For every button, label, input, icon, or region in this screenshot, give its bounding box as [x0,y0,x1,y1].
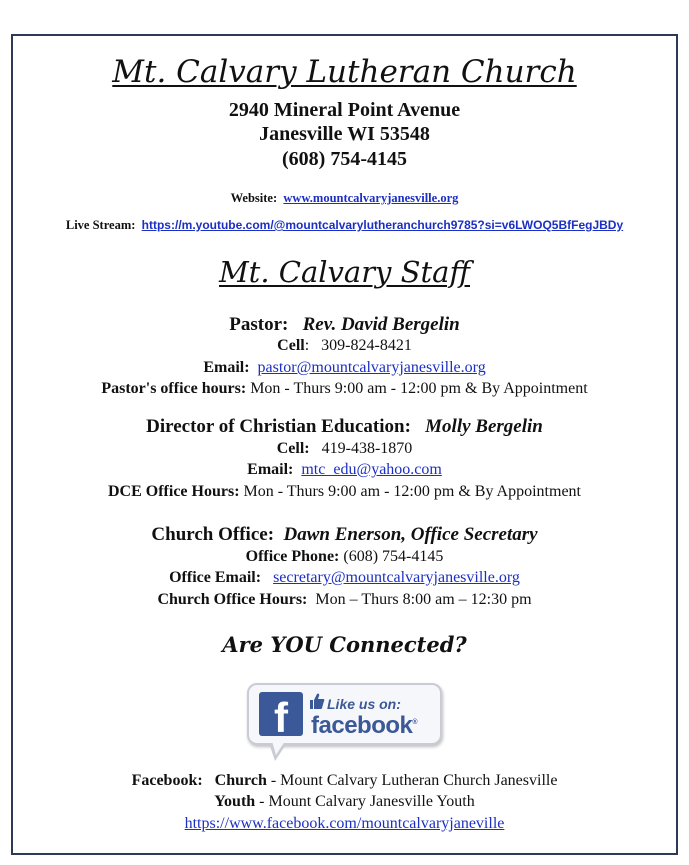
dce-title-row [0,416,689,438]
pastor-title-row [0,314,689,336]
connect-heading: Are YOU Connected? [222,632,467,657]
pastor-name: Rev. David Bergelin [302,314,460,335]
facebook-youth-page: - Mount Calvary Janesville Youth [259,793,475,810]
office-hours-row [0,591,689,609]
church-phone: (608) 754-4145 [282,148,407,170]
staff-heading: Mt. Calvary Staff [218,255,471,289]
facebook-youth-row [0,793,689,811]
facebook-church-page: - Mount Calvary Lutheran Church Janesville [270,772,558,789]
facebook-url-link[interactable]: https://www.facebook.com/mountcalvaryjaneville [184,815,505,832]
facebook-label: Facebook: [131,772,203,789]
pastor-email-label: Email: [203,359,250,376]
facebook-church-label: Church [214,772,267,789]
address-line1: 2940 Mineral Point Avenue [228,99,461,121]
badge-like-text: Like us on: [327,696,401,712]
pastor-cell-sep: : [304,337,310,354]
office-hours: Mon – Thurs 8:00 am – 12:30 pm [315,591,532,608]
dce-cell: 419-438-1870 [321,440,413,457]
facebook-f-icon: f [259,692,303,736]
pastor-hours: Mon - Thurs 9:00 am - 12:00 pm & By Appointment [250,380,588,397]
thumbs-up-icon [309,692,325,710]
dce-cell-label: Cell: [276,440,310,457]
pastor-cell: 309-824-8421 [321,337,412,354]
pastor-email-row [0,359,689,377]
office-phone: (608) 754-4145 [343,548,444,565]
dce-hours-row [0,483,689,501]
badge-brand-text: facebook® [311,712,418,739]
office-phone-label: Office Phone: [245,548,340,565]
address-line2: Janesville WI 53548 [259,123,430,145]
pastor-email-link[interactable]: pastor@mountcalvaryjanesville.org [257,359,486,376]
dce-role: Director of Christian Education: [146,416,411,437]
website-row [0,191,689,206]
church-name: Mt. Calvary Lutheran Church [112,54,577,90]
office-role: Church Office: [151,524,275,545]
dce-email-link[interactable]: mtc_edu@yahoo.com [301,461,442,478]
pastor-role: Pastor: [229,314,289,335]
badge-tail-inner [272,741,285,755]
office-email-label: Office Email: [169,569,262,586]
dce-email-label: Email: [247,461,294,478]
dce-hours-label: DCE Office Hours: [107,483,240,500]
livestream-label: Live Stream: [65,218,136,232]
pastor-cell-row [0,337,689,355]
office-title-row [0,524,689,546]
office-email-link[interactable]: secretary@mountcalvaryjanesville.org [273,569,520,586]
website-link[interactable]: www.mountcalvaryjanesville.org [283,191,459,205]
office-hours-label: Church Office Hours: [157,591,308,608]
pastor-hours-row [0,380,689,398]
facebook-church-row [0,772,689,790]
dce-email-row [0,461,689,479]
office-email-row [0,569,689,587]
office-phone-row [0,548,689,566]
facebook-youth-label: Youth [214,793,256,810]
dce-hours: Mon - Thurs 9:00 am - 12:00 pm & By Appointment [243,483,581,500]
badge-brand-word: facebook [311,712,413,739]
pastor-cell-label: Cell [277,337,305,354]
website-label: Website: [230,191,278,205]
dce-name: Molly Bergelin [425,416,543,437]
office-name: Dawn Enerson, Office Secretary [283,524,538,545]
facebook-like-badge[interactable] [247,683,444,763]
livestream-row [0,218,689,233]
pastor-hours-label: Pastor's office hours: [101,380,247,397]
facebook-url-row [0,815,689,833]
livestream-link[interactable]: https://m.youtube.com/@mountcalvarylutheranchurch9785?si=v6LWOQ5BfFegJBDy [141,218,624,232]
dce-cell-row [0,440,689,458]
